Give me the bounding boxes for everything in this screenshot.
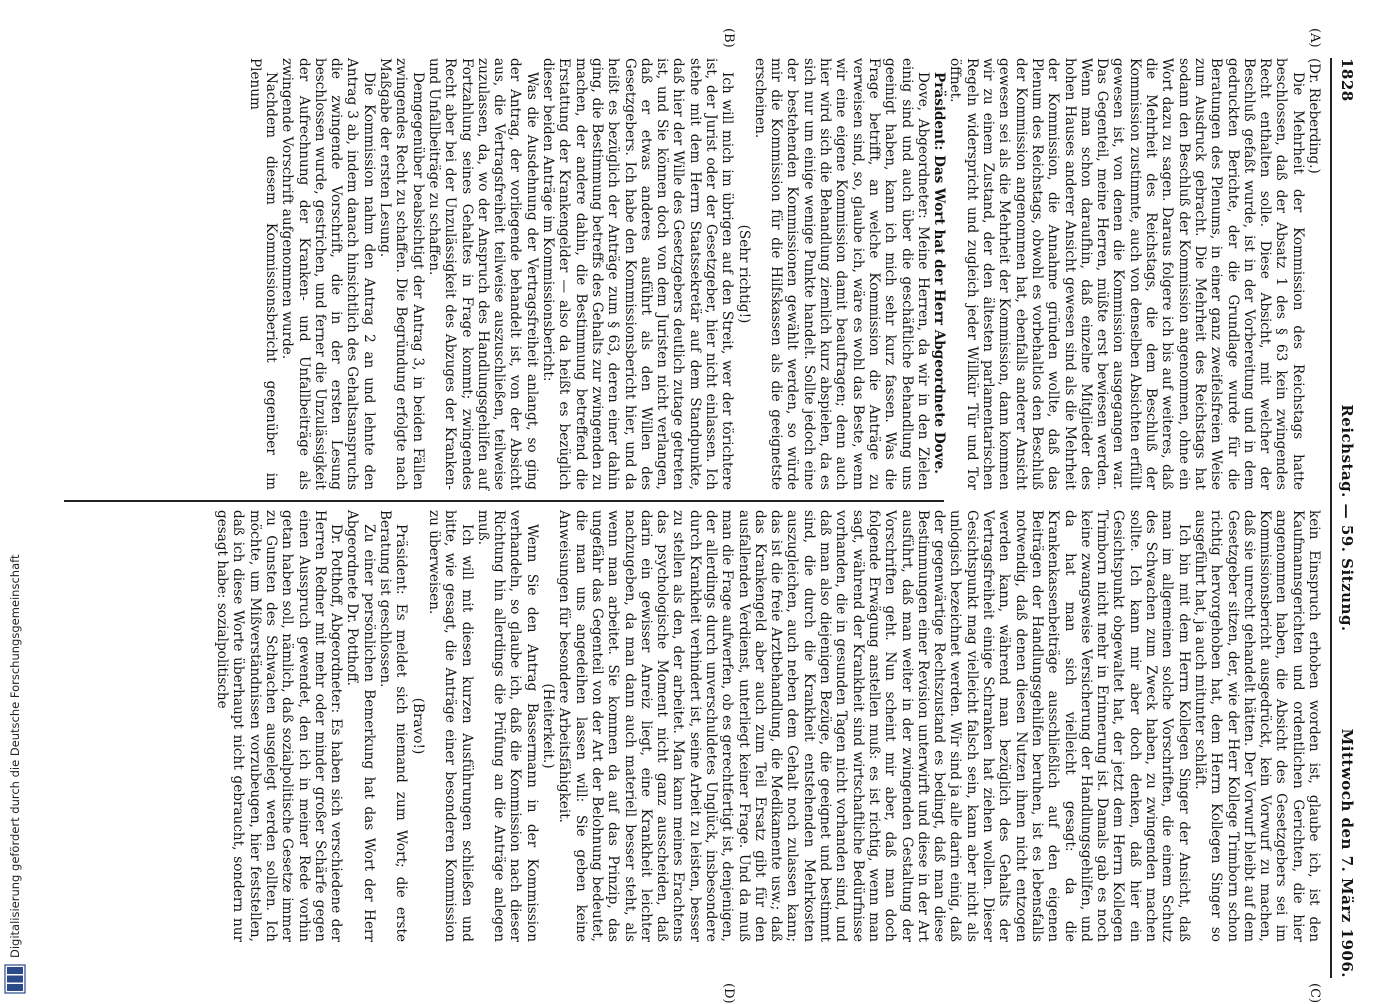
president-remark: Präsident: Das Wort hat der Herr Abgeordnete Dove.: [931, 72, 948, 475]
paragraph: Dove, Abgeordneter: Meine Herren, da wir in den Zielen einig sind und auch über die geschäftliche Behandlung uns geeinigt haben, kann ich mich sehr kurz fassen. Was die Frage betrifft, an welche Kommission die Anträge zu verweisen sind, so, glaube ich, wäre es wohl das Beste, wenn wir eine eigene Kommission damit beauftragen; denn auch hier wird sich die Behandlung ziemlich kurz abspielen, da es sich nur um einige wenige Punkte handelt. Sollte jedoch eine der bestehenden Kommissionen gewählt werden, so würde mir die Kommission für die Hilfskassen als die geeignetste erscheinen.: [751, 58, 931, 490]
interjection: (Sehr richtig!): [735, 224, 752, 324]
paragraph: Ich will mich im übrigen auf den Streit, wer der törichtere ist, der Jurist oder der Gesetzgeber, hier nicht einlassen. Ich stehe mit dem Herrn Staatssekretär auf dem Standpunkte, daß hier der Wille des Gesetzgebers deutlich zutage getreten ist, und Sie können doch von dem Juristen nicht verlangen, daß er etwas anderes ausführt als den Willen des Gesetzgebers. Ich habe den Kommissionsbericht hier, und da heißt es bezüglich der Anträge zum § 63, deren einer dahin ging, die Bestimmung betreffs des Gehalts zur zwingenden zu machen, der andere dahin, die Bestimmung betreffend die Erstattung der Krankengelder — also da heißt es bezüglich dieser beiden Anträge im Kommissionsbericht:: [540, 58, 736, 490]
page-body: [56, 28, 1356, 1004]
header-date: Mittwoch den 7. März 1906.: [1338, 728, 1356, 978]
margin-mark-a: (A): [1307, 28, 1322, 48]
quoted-paragraph: Die Kommission nahm den Antrag 2 an und lehnte den Antrag 3 ab, indem danach hinsichtlich des Gehaltsanspruchs die zwingende Vorschrift, die in der ersten Lesung beschlossen wurde, gestrichen, und ferner die Unzulässigkeit der Aufrechnung der Kranken- und Unfallbeiträge als zwingende Vorschrift aufgenommen wurde.: [279, 58, 377, 490]
page-number: 1828: [1338, 58, 1356, 102]
header-rule: [1330, 58, 1332, 978]
paragraph: Nachdem diesem Kommissionsbericht gegenüber im Plenum: [246, 58, 279, 490]
column-divider: [64, 500, 944, 502]
paragraph: Präsident: Es meldet sich niemand zum Wort; die erste Beratung ist geschlossen.: [377, 510, 410, 942]
quoted-paragraph: Was die Ausdehnung der Vertragsfreiheit anlangt, so ging der Antrag, der vorliegende behandelt ist, von der Absicht aus, die Vertragsfreiheit teilweise auszuschließen, teilweise zuzulassen, da, wo der Anspruch des Handlungsgehilfen auf Fortzahlung seines Gehaltes in Frage kommt; zwingendes Recht aber bei der Unzulässigkeit des Abzuges der Kranken- und Unfallbeiträge zu schaffen.: [425, 58, 540, 490]
credit-text: Digitalisierung gefördert durch die Deutsche Forschungsgemeinschaft: [8, 554, 22, 958]
paragraph: Ich will mit diesen kurzen Ausführungen schließen und bitte, wie gesagt, die Anträge einer besonderen Kommission zu überweisen.: [425, 510, 475, 942]
speaker-tag: (Dr. Rieberding.): [1306, 58, 1322, 174]
dfg-logo: [4, 964, 26, 994]
credit-strip: [0, 0, 30, 1000]
paragraph: Die Mehrheit der Kommission des Reichstags hatte beschlossen, daß der Absatz 1 des § 63 kein zwingendes Recht enthalten solle. Diese Absicht, mit welcher der Beschluß gefaßt wurde, ist in der Vorbereitung und in dem gedruckten Berichte, der die Grundlage wurde für die Beratungen des Plenums, in einer ganz zweifelsfreien Weise zum Ausdruck gebracht. Die Mehrheit des Reichstags hat sodann den Beschluß der Kommission angenommen, ohne ein Wort dazu zu sagen. Daraus folgere ich bis auf weiteres, daß die Mehrheit des Reichstags, die dem Beschluß der Kommission zustimmte, auch von denselben Absichten erfüllt gewesen ist, von denen die Kommission ausgegangen war. Das Gegenteil, meine Herren, müßte erst bewiesen werden. Wenn man schon daraufhin, daß einzelne Mitglieder des hohen Hauses anderer Ansicht gewesen sind als die Mehrheit der Kommission, die Annahme gründen wollte, daß das Plenum des Reichstags, obwohl es vorbehaltlos den Beschluß der Kommission angenommen hat, ebenfalls anderer Ansicht gewesen sei als die Mehrheit der Kommission, dann kommen wir zu einem Zustand, der den ältesten parlamentarischen Regeln widerspricht und zugleich jeder Willkür Tür und Tor öffnet.: [947, 58, 1306, 490]
margin-mark-d: (D): [721, 983, 736, 1004]
paragraph: Zu einer persönlichen Bemerkung hat das Wort der Herr Abgeordnete Dr. Potthoff.: [344, 510, 377, 942]
margin-mark-c: (C): [1307, 983, 1322, 1004]
paragraph: kein Einspruch erhoben worden ist, glaube ich, ist den Kaufmannsgerichten und ordentlichen Gerichten, die hier angenommen haben, die Absicht des Gesetzgebers sei im Kommissionsbericht ausgedrückt, kein Vorwurf zu machen, daß sie unrecht gehandelt hätten. Der Vorwurf bleibt auf dem Gesetzgeber sitzen, der, wie der Herr Kollege Trimborn schon richtig hervorgehoben hat, dem Herrn Kollegen Singer so ausgeführt hat, ja auch mitunter schläft.: [1191, 510, 1322, 942]
paragraph: [931, 58, 947, 490]
running-header: [1334, 58, 1356, 978]
interjection: (Bravo!): [409, 697, 426, 755]
paragraph: Ich bin mit dem Herrn Kollegen Singer der Ansicht, daß man im allgemeinen solche Vorschriften, die einem Schutz des Schwachen zum Zweck haben, zu zwingenden machen sollte. Ich kann mir aber doch denken, daß hier ein Gesichtspunkt obgewaltet hat, der jetzt dem Herrn Kollegen Trimborn nicht mehr in Erinnerung ist. Damals gab es noch keine zwangsweise Versicherung der Handlungsgehilfen, und da hat man sich vielleicht gesagt: da die Krankenkassenbeiträge ausschließlich auf den eigenen Beiträgen der Handlungsgehilfen beruhen, ist es lebensfalls notwendig, daß denen diesen Nutzen ihnen nicht entzogen werden kann, während man bezüglich des Gehalts der Vertragsfreiheit einige Schranken hat ziehen wollen. Dieser Gesichtspunkt mag vielleicht falsch sein, kann aber nicht als unlogisch bezeichnet werden. Wir sind ja alle darin einig, daß der gegenwärtige Rechtszustand es bedingt, daß man diese Bestimmungen einer Revision unterwirft und diese in der Art ausführt, daß man weiter in der zwingenden Gestaltung der Vorschriften geht. Nun scheint mir aber, daß man doch folgende Erwägung anstellen muß: es ist richtig, wenn man sagt, während der Krankheit sind wirtschaftliche Bedürfnisse vorhanden, die in gesunden Tagen nicht vorhanden sind, und daß man also diejenigen Bezüge, die geeignet und bestimmt sind, die durch die Krankheit entstehenden Mehrkosten auszugleichen, auch neben dem Gehalt noch zulassen kann; das ist die freie Arztbehandlung, die Medikamente usw.; daß das Krankengeld aber auch zum Teil Ersatz gibt für den ausfallenden Verdienst, unterliegt keiner Frage. Und da muß man die Frage aufwerfen, ob es gerechtfertigt ist, denjenigen, der allerdings durch unverschuldetes Unglück, insbesondere durch Krankheit verhindert ist, seine Arbeit zu leisten, besser zu stellen als den, der arbeitet. Man kann meines Erachtens das psychologische Moment nicht ganz ausscheiden, daß darin ein gewisser Anreiz liegt, eine Krankheit leichter nachzugeben, da man dann auch materiell besser steht, als wenn man arbeitet. Sie kommen da auf das Prinzip, das ungefähr das Gegenteil von der Art der Belohnung bedeutet, die man uns angedeihen lassen will: Sie geben keine Anweisungen für besondere Arbeitsfähigkeit.: [556, 510, 1192, 942]
paragraph: Dr. Potthoff, Abgeordneter: Es haben sich verschiedene der Herren Redner mit mehr oder minder großer Schärfe gegen einen Ausspruch gewendet, den ich in meiner Rede vorhin getan haben soll, nämlich, daß sozialpolitische Gesetze immer zu Gunsten des Schwachen ausgelegt werden sollten. Ich möchte, um Mißverständnissen vorzubeugen, hier feststellen, daß ich diese Worte überhaupt nicht gebraucht, sondern nur gesagt habe: sozialpolitische: [214, 510, 345, 942]
paragraph: Wenn Sie den Antrag Bassermann in der Kommission verhandeln, so glaube ich, daß die Kommission nach dieser Richtung hin allerdings die Prüfung an die Anträge anlegen muß.: [474, 510, 540, 942]
left-column: [246, 58, 1322, 490]
quoted-paragraph: Demgegenüber beabsichtigt der Antrag 3, in beiden Fällen zwingendes Recht zu schaffen. Die Begründung erfolgte nach Maßgabe der ersten Lesung.: [377, 58, 426, 490]
interjection: (Heiterkeit.): [540, 683, 557, 769]
margin-mark-b: (B): [721, 28, 736, 48]
right-column: [214, 510, 1322, 942]
header-center: Reichstag. — 59. Sitzung.: [1338, 404, 1356, 632]
